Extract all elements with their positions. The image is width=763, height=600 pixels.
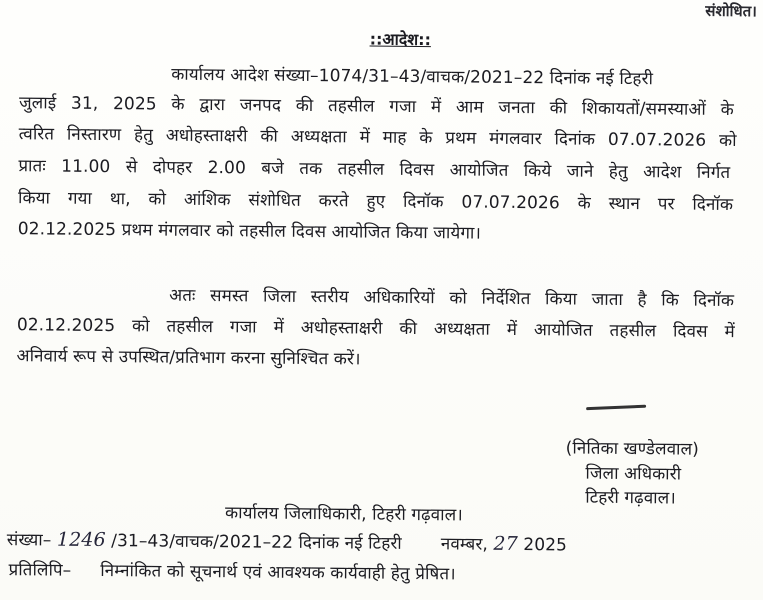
word: दिवस (291, 221, 327, 243)
word: तहसील (239, 221, 286, 242)
word: दिनांक (554, 129, 596, 150)
signature-mark (586, 405, 646, 411)
word: प्रथम (445, 128, 477, 149)
order-heading: ::आदेश:: (369, 29, 432, 50)
word: निर्देशित (481, 288, 531, 310)
word: कार्यालय (171, 64, 225, 86)
reference-suffix: /31–43/वाचक/2021–22 दिनांक नई टिहरी (111, 531, 402, 554)
word: तहसील (609, 320, 657, 342)
word: संशोधित (248, 190, 301, 211)
word: द्वारा (199, 94, 226, 116)
word: से (125, 157, 138, 178)
word: जनपद (239, 95, 282, 116)
word: आयोजित (449, 160, 509, 181)
word: अध्यक्षता (433, 319, 491, 340)
signatory-name: (नितिका खण्डेलवाल) (565, 438, 700, 460)
word: को (216, 221, 234, 242)
word: पर (657, 194, 675, 215)
word: में (724, 321, 735, 343)
word: रूप (72, 346, 97, 367)
word: अधिकारियों (363, 287, 435, 309)
word: अतः (169, 285, 196, 306)
word: को (131, 316, 150, 337)
word: 07.07.2026 (607, 129, 707, 151)
word: को (449, 288, 468, 309)
word: किया (18, 188, 51, 209)
word: की (399, 318, 418, 340)
word: किये (523, 161, 552, 182)
word: 11.00 (61, 156, 111, 178)
word: जाता (591, 289, 624, 310)
word: स्थान (608, 193, 641, 215)
reference-line (7, 528, 567, 556)
paragraph-line (18, 218, 481, 244)
word: आदेश (643, 162, 682, 183)
word: दिनांक (549, 68, 591, 89)
paragraph-line (18, 155, 730, 184)
word: के (720, 99, 734, 121)
reference-year: 2025 (523, 535, 568, 556)
word: निर्गत (696, 162, 731, 184)
word: में (273, 317, 284, 338)
word: हेतु (608, 161, 628, 183)
word: जनता (498, 97, 535, 119)
word: था, (109, 189, 131, 210)
word: अध्यक्षता (290, 126, 347, 148)
paragraph-line (19, 123, 737, 152)
word: किया (545, 289, 578, 310)
word: अधोहस्ताक्षरी (300, 317, 383, 339)
word: में (506, 319, 518, 340)
word: को (148, 189, 167, 210)
copy-text: निम्नांकित को सूचनार्थ एवं आवश्यक कार्यवाही हेतु प्रेषित। (100, 560, 456, 585)
corner-stamp-text: संशोधित। (705, 1, 758, 21)
word: हेतु (133, 125, 154, 146)
word: करना (230, 348, 266, 369)
word: जुलाई (18, 93, 57, 114)
word: की (549, 98, 568, 119)
word: आयोजित (533, 320, 593, 341)
word: जायेगा। (433, 223, 482, 244)
word: आम (455, 97, 484, 118)
word: 02.12.2025 (16, 315, 116, 337)
paragraph-line (19, 92, 734, 121)
word: गजा (389, 96, 417, 117)
word: दिवस (399, 159, 435, 181)
word: करते (318, 191, 349, 212)
word: की (260, 126, 279, 147)
word: जाने (566, 161, 594, 182)
word: तहसील (166, 316, 214, 338)
word: बजे (261, 158, 284, 179)
word: 07.07.2026 (461, 192, 560, 214)
paragraph-line (18, 187, 733, 216)
handwritten-day: 27 (493, 532, 518, 555)
word: 2025 (112, 94, 157, 115)
word: करें। (333, 349, 361, 370)
word: गया (67, 188, 93, 209)
word: 02.12.2025 (17, 219, 117, 241)
word: हुए (366, 191, 386, 212)
paragraph-line (171, 64, 653, 91)
word: प्रथम (121, 220, 153, 241)
paragraph-line (16, 345, 360, 370)
paragraph-line (17, 314, 735, 343)
word: 2.00 (207, 158, 247, 179)
word: नई (595, 68, 614, 89)
word: के (419, 128, 433, 149)
handwritten-number: 1246 (56, 528, 106, 552)
reference-prefix: संख्या– (6, 530, 52, 551)
word: कि (661, 290, 679, 311)
word: को (718, 130, 737, 152)
word: प्रातः (18, 156, 46, 177)
reference-month: नवम्बर, (440, 534, 489, 555)
word: समस्त (209, 286, 249, 307)
copy-label: प्रतिलिपि– (8, 560, 72, 581)
word: गजा (229, 317, 257, 338)
signatory-designation: जिला अधिकारी (585, 463, 682, 485)
signatory-place: टिहरी गढ़वाल। (585, 487, 676, 509)
word: के (171, 94, 185, 115)
word: जिला (262, 286, 297, 307)
word: आदेश (230, 65, 269, 86)
word: तहसील (337, 159, 385, 180)
word: में (430, 97, 442, 118)
word: किया (395, 222, 428, 244)
word: दिनॉक (693, 290, 735, 312)
word: से (101, 346, 114, 368)
word: शिकायतों/समस्याओं (581, 98, 707, 120)
word: मंगलवार (158, 220, 211, 242)
word: 31, (70, 93, 99, 114)
word: निस्तारण (66, 124, 122, 146)
word: आयोजित (331, 222, 391, 243)
word: संख्या–1074/31–43/वाचक/2021–22 (274, 65, 545, 89)
word: है (637, 290, 647, 311)
word: अधोहस्ताक्षरी (165, 125, 248, 147)
office-line: कार्यालय जिलाधिकारी, टिहरी गढ़वाल। (224, 503, 463, 526)
word: उपस्थित/प्रतिभाग (118, 347, 226, 369)
word: दिनॉक (402, 191, 444, 213)
word: स्तरीय (310, 286, 349, 308)
word: मंगलवार (489, 128, 542, 150)
word: दिवस (672, 321, 708, 342)
word: तक (299, 158, 323, 180)
word: माह (382, 127, 407, 148)
paragraph-line (169, 285, 734, 312)
word: दोपहर (152, 157, 193, 178)
word: की (295, 95, 314, 117)
word: दिनॉक (692, 194, 734, 216)
copy-line (8, 559, 455, 585)
word: सुनिश्चित (270, 348, 329, 370)
word: तहसील (327, 96, 375, 117)
word: में (359, 127, 370, 148)
word: अनिवार्य (16, 346, 68, 367)
word: के (577, 193, 591, 214)
order-paragraph-1 (0, 0, 763, 244)
word: त्वरित (18, 124, 55, 145)
word: टिहरी (619, 68, 654, 90)
word: आंशिक (183, 189, 231, 211)
